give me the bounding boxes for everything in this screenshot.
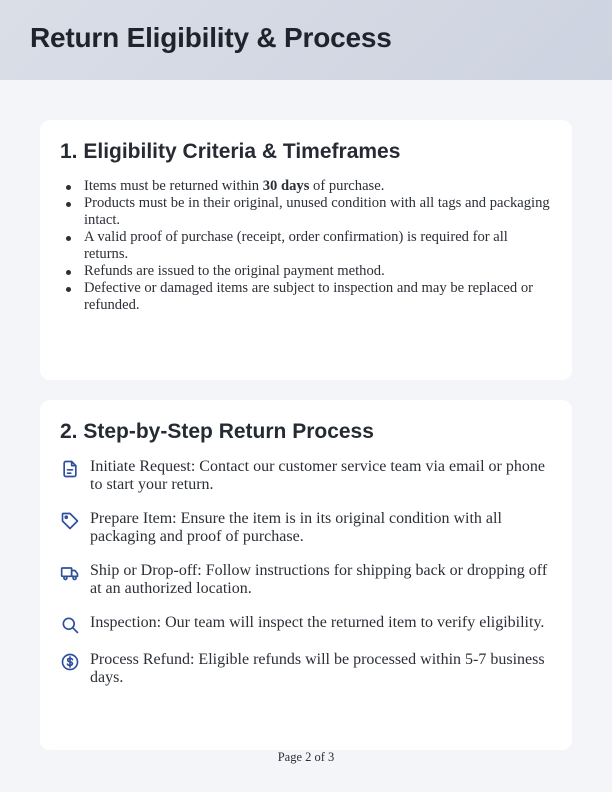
list-item: A valid proof of purchase (receipt, order confirmation) is required for all returns. [84, 229, 552, 263]
page-number: Page 2 of 3 [277, 750, 335, 764]
step-item: Prepare Item: Ensure the item is in its original condition with all packaging and proof of purchase. [60, 510, 552, 546]
step-item: Ship or Drop-off: Follow instructions for shipping back or dropping off at an authorized location. [60, 562, 552, 598]
page-title: Return Eligibility & Process [30, 22, 392, 53]
list-item: Products must be in their original, unused condition with all tags and packaging intact. [84, 195, 552, 229]
list-item: Items must be returned within 30 days of purchase. [84, 178, 552, 195]
step-item: Initiate Request: Contact our customer service team via email or phone to start your return. [60, 458, 552, 494]
section-title: 2. Step-by-Step Return Process [60, 420, 374, 443]
page-header [0, 0, 612, 80]
document-icon [60, 459, 80, 479]
tag-icon [60, 511, 80, 531]
truck-icon [60, 563, 80, 583]
list-item: Refunds are issued to the original payment method. [84, 263, 552, 280]
steps-list [60, 458, 552, 687]
step-item: Process Refund: Eligible refunds will be processed within 5-7 business days. [60, 651, 552, 687]
criteria-list [60, 178, 552, 314]
highlight-text: 30 days [262, 178, 310, 194]
process-card [40, 400, 572, 750]
step-item: Inspection: Our team will inspect the returned item to verify eligibility. [60, 614, 552, 635]
list-item: Defective or damaged items are subject to inspection and may be replaced or refunded. [84, 280, 552, 314]
eligibility-card [40, 120, 572, 380]
dollar-circle-icon [60, 652, 80, 672]
section-title: 1. Eligibility Criteria & Timeframes [60, 140, 401, 163]
search-icon [60, 615, 80, 635]
